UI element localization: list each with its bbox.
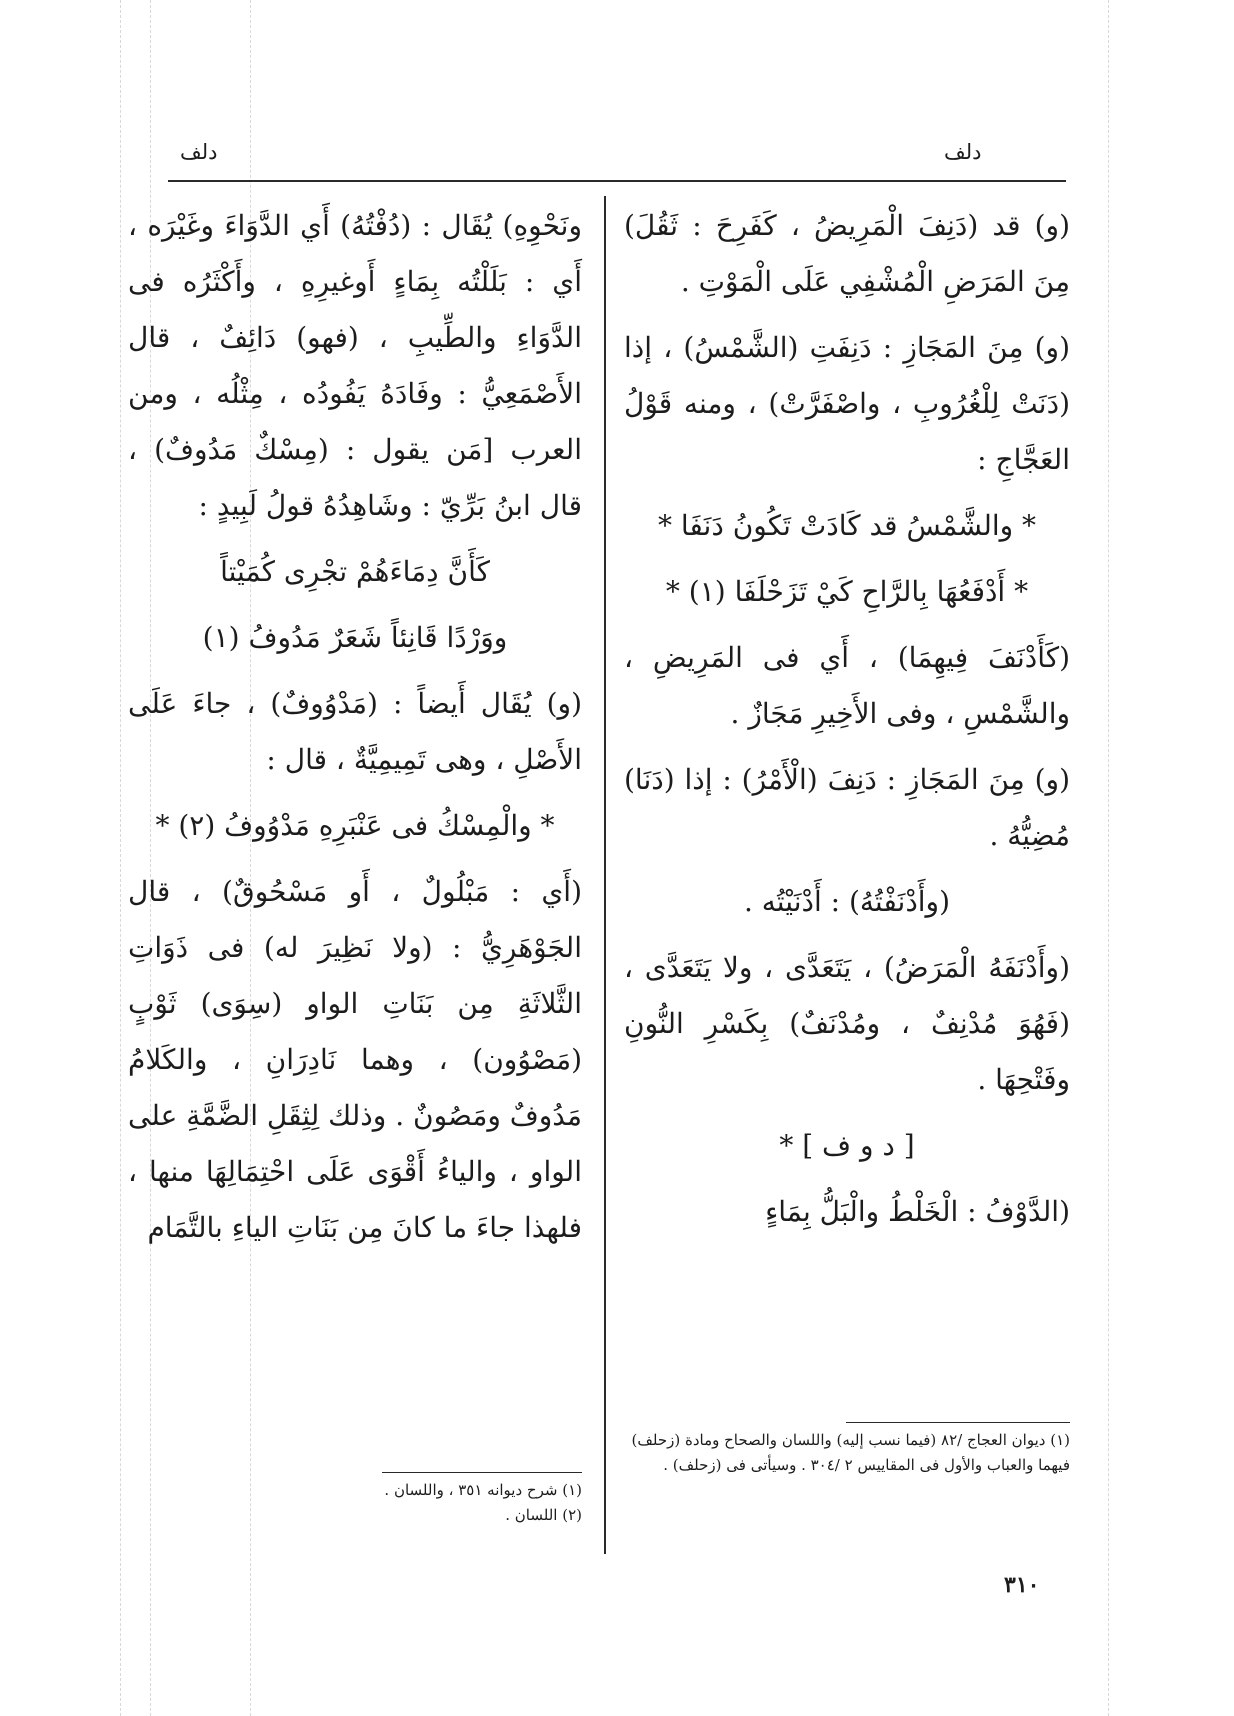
entry-paragraph: (و) يُقَال أَيضاً : (مَدْوُوفٌ) ، جاءَ عَلَى الأَصْلِ ، وهى تَمِيمِيَّةٌ ، قال : xyxy=(128,687,582,776)
poem-verse: * أَدْفَعُهَا بِالرَّاحِ كَيْ تَزَحْلَفَا (١) * xyxy=(665,575,1029,608)
footnote: (٢) اللسان . xyxy=(505,1506,582,1524)
header-rule xyxy=(168,180,1066,182)
entry-paragraph: (و) مِنَ المَجَازِ : دَنِفَ (الْأَمْرُ) : إذا (دَنَا) مُضِيُّهُ . xyxy=(624,763,1070,852)
running-head-right: دلف xyxy=(944,140,982,164)
scan-fold-line xyxy=(1108,0,1109,1716)
right-column xyxy=(624,198,1070,1250)
footnotes-right xyxy=(624,1428,1070,1478)
page-number: ٣١٠ xyxy=(1004,1572,1040,1598)
entry-paragraph: (و) مِنَ المَجَازِ : دَنِفَتِ (الشَّمْسُ) ، إذا (دَنَتْ لِلْغُرُوبِ ، واصْفَرَّتْ) ، ومنه قَوْلُ العَجَّاجِ : xyxy=(624,331,1070,476)
poem-verse: كَأَنَّ دِمَاءَهُمْ تجْرِى كُمَيْتاً xyxy=(220,555,490,588)
entry-paragraph: (كَأَدْنَفَ فِيهِمَا) ، أَي فى المَرِيضِ ، والشَّمْسِ ، وفى الأَخِيرِ مَجَازٌ . xyxy=(624,641,1070,730)
root-heading: [ د و ف ] * xyxy=(779,1129,915,1162)
entry-paragraph: (أَي : مَبْلُولٌ ، أَو مَسْحُوقٌ) ، قال الجَوْهَرِيُّ : (ولا نَظِيرَ له) فى ذَوَاتِ الثَّلاثَةِ مِن بَنَاتِ الواو (سِوَى) ثَوْبٍ (مَصْوُون) ، وهما نَادِرَانِ ، والكَلامُ مَدُوفٌ ومَصُونٌ . وذلك لِثِقَلِ الضَّمَّةِ على الواو ، والياءُ أَقْوَى عَلَى احْتِمَالِهَا منها ، فلهذا جاءَ ما كانَ مِن بَنَاتِ الياءِ بالتَّمَام xyxy=(128,875,582,1244)
footnote: (١) شرح ديوانه ٣٥١ ، واللسان . xyxy=(384,1481,582,1499)
footnote: (١) ديوان العجاج /٨٢ (فيما نسب إليه) واللسان والصحاح ومادة (زحلف) فيهما والعباب والأول فى المقاييس ٢ /٣٠٤ . وسيأتى فى (زحلف) . xyxy=(631,1431,1070,1474)
scan-fold-line xyxy=(120,0,121,1716)
footnote-rule xyxy=(382,1472,582,1473)
entry-paragraph: (وأَدْنَفْتُهُ) : أَدْنَيْتُه . xyxy=(743,885,951,918)
entry-paragraph: ونَحْوِهِ) يُقَال : (دُفْتُهُ) أَي الدَّوَاءَ وغَيْرَه ، أَي : بَلَلْتُه بِمَاءٍ أَوغيرِهِ ، وأَكْثَرُه فى الدَّوَاءِ والطِّيبِ ، (فهو) دَائِفٌ ، قال الأَصْمَعِيُّ : وفَادَهُ يَفُودُه ، مِثْلُه ، ومن العرب [مَن يقول : (مِسْكٌ مَدُوفٌ) ، قال ابنُ بَرِّيّ : وشَاهِدُهُ قولُ لَبِيدٍ : xyxy=(128,209,582,522)
poem-verse: ووَرْدًا قَانِئاً شَعَرٌ مَدُوفُ (١) xyxy=(202,621,508,654)
poem-verse: * والشَّمْسُ قد كَادَتْ تَكُونُ دَنَفَا * xyxy=(657,509,1037,542)
entry-paragraph: (و) قد (دَنِفَ الْمَرِيضُ ، كَفَرِحَ : ثَقُلَ) مِنَ المَرَضِ الْمُشْفِي عَلَى الْمَوْتِ . xyxy=(624,209,1070,298)
running-head-left: دلف xyxy=(180,140,218,164)
column-divider xyxy=(604,196,606,1554)
footnote-rule xyxy=(846,1422,1070,1423)
poem-verse: * والْمِسْكُ فى عَنْبَرِهِ مَدْوُوفُ (٢) * xyxy=(155,809,555,842)
entry-paragraph: (وأَدْنَفَهُ الْمَرَضُ) ، يَتَعَدَّى ، ولا يَتَعَدَّى ، (فَهُوَ مُدْنِفٌ ، ومُدْنَفٌ) بِكَسْرِ النُّونِ وفَتْحِهَا . xyxy=(624,951,1070,1096)
footnotes-left xyxy=(128,1478,582,1528)
entry-paragraph: (الدَّوْفُ : الْخَلْطُ والْبَلُّ بِمَاءٍ xyxy=(765,1195,1070,1228)
left-column xyxy=(128,198,582,1266)
